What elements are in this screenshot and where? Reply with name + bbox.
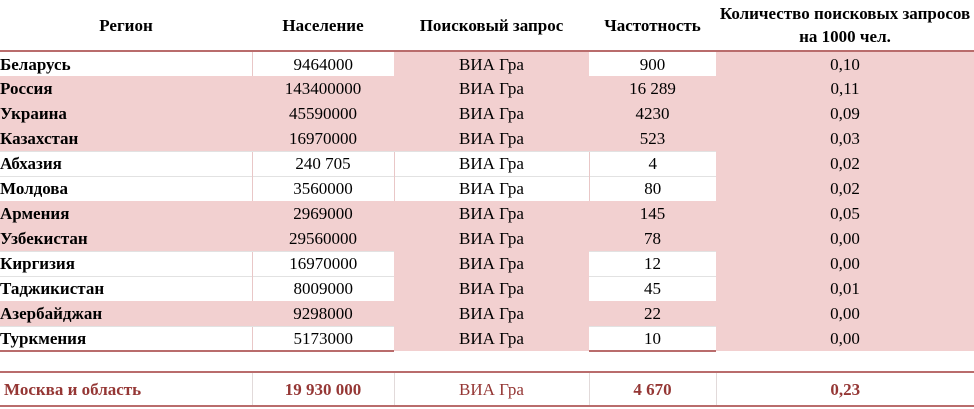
header-frequency: Частотность	[589, 0, 716, 51]
cell-query[interactable]: ВИА Гра	[394, 226, 589, 251]
cell-frequency[interactable]: 16 289	[589, 76, 716, 101]
cell-population[interactable]: 9464000	[252, 51, 394, 76]
cell-population[interactable]: 16970000	[252, 251, 394, 276]
header-population: Население	[252, 0, 394, 51]
cell-frequency[interactable]: 10	[589, 326, 716, 351]
cell-query[interactable]: ВИА Гра	[394, 326, 589, 351]
cell-per1000[interactable]: 0,02	[716, 151, 974, 176]
spacer-row	[0, 351, 974, 372]
total-region[interactable]: Москва и область	[0, 372, 252, 406]
table-row	[0, 126, 974, 151]
table-row	[0, 276, 974, 301]
cell-region[interactable]: Киргизия	[0, 251, 252, 276]
cell-region[interactable]: Узбекистан	[0, 226, 252, 251]
cell-query[interactable]: ВИА Гра	[394, 276, 589, 301]
spacer-cell	[394, 351, 589, 372]
cell-query[interactable]: ВИА Гра	[394, 51, 589, 76]
table-row	[0, 101, 974, 126]
cell-population[interactable]: 2969000	[252, 201, 394, 226]
cell-query[interactable]: ВИА Гра	[394, 151, 589, 176]
spacer-cell	[252, 351, 394, 372]
table-row	[0, 251, 974, 276]
table-row	[0, 226, 974, 251]
cell-frequency[interactable]: 78	[589, 226, 716, 251]
cell-frequency[interactable]: 523	[589, 126, 716, 151]
cell-region[interactable]: Россия	[0, 76, 252, 101]
cell-population[interactable]: 8009000	[252, 276, 394, 301]
cell-frequency[interactable]: 145	[589, 201, 716, 226]
cell-population[interactable]: 29560000	[252, 226, 394, 251]
cell-frequency[interactable]: 12	[589, 251, 716, 276]
cell-region[interactable]: Туркмения	[0, 326, 252, 351]
table-row	[0, 326, 974, 351]
cell-frequency[interactable]: 4230	[589, 101, 716, 126]
header-query: Поисковый запрос	[394, 0, 589, 51]
cell-query[interactable]: ВИА Гра	[394, 176, 589, 201]
cell-per1000[interactable]: 0,05	[716, 201, 974, 226]
cell-per1000[interactable]: 0,01	[716, 276, 974, 301]
cell-population[interactable]: 143400000	[252, 76, 394, 101]
table-row	[0, 301, 974, 326]
cell-population[interactable]: 16970000	[252, 126, 394, 151]
cell-frequency[interactable]: 80	[589, 176, 716, 201]
cell-frequency[interactable]: 45	[589, 276, 716, 301]
cell-per1000[interactable]: 0,11	[716, 76, 974, 101]
cell-region[interactable]: Армения	[0, 201, 252, 226]
cell-query[interactable]: ВИА Гра	[394, 201, 589, 226]
spacer-cell	[716, 351, 974, 372]
spacer-cell	[0, 351, 252, 372]
table-row	[0, 176, 974, 201]
table-row	[0, 151, 974, 176]
total-population[interactable]: 19 930 000	[252, 372, 394, 406]
cell-per1000[interactable]: 0,00	[716, 326, 974, 351]
cell-per1000[interactable]: 0,00	[716, 301, 974, 326]
total-per1000[interactable]: 0,23	[716, 372, 974, 406]
cell-region[interactable]: Таджикистан	[0, 276, 252, 301]
cell-frequency[interactable]: 22	[589, 301, 716, 326]
cell-per1000[interactable]: 0,03	[716, 126, 974, 151]
table-row	[0, 51, 974, 76]
cell-query[interactable]: ВИА Гра	[394, 76, 589, 101]
header-per1000: Количество поисковых запросов на 1000 чел.	[716, 0, 974, 51]
total-row	[0, 372, 974, 406]
cell-query[interactable]: ВИА Гра	[394, 101, 589, 126]
total-frequency[interactable]: 4 670	[589, 372, 716, 406]
cell-per1000[interactable]: 0,00	[716, 226, 974, 251]
table-row	[0, 201, 974, 226]
cell-query[interactable]: ВИА Гра	[394, 301, 589, 326]
cell-per1000[interactable]: 0,00	[716, 251, 974, 276]
cell-population[interactable]: 3560000	[252, 176, 394, 201]
cell-population[interactable]: 45590000	[252, 101, 394, 126]
cell-per1000[interactable]: 0,09	[716, 101, 974, 126]
cell-region[interactable]: Азербайджан	[0, 301, 252, 326]
spacer-cell	[589, 351, 716, 372]
header-row	[0, 0, 974, 51]
total-query[interactable]: ВИА Гра	[394, 372, 589, 406]
cell-region[interactable]: Украина	[0, 101, 252, 126]
table-row	[0, 76, 974, 101]
cell-query[interactable]: ВИА Гра	[394, 251, 589, 276]
cell-region[interactable]: Казахстан	[0, 126, 252, 151]
cell-population[interactable]: 5173000	[252, 326, 394, 351]
cell-region[interactable]: Беларусь	[0, 51, 252, 76]
cell-per1000[interactable]: 0,02	[716, 176, 974, 201]
header-region: Регион	[0, 0, 252, 51]
cell-region[interactable]: Молдова	[0, 176, 252, 201]
cell-population[interactable]: 9298000	[252, 301, 394, 326]
cell-frequency[interactable]: 4	[589, 151, 716, 176]
cell-per1000[interactable]: 0,10	[716, 51, 974, 76]
cell-query[interactable]: ВИА Гра	[394, 126, 589, 151]
cell-population[interactable]: 240 705	[252, 151, 394, 176]
cell-region[interactable]: Абхазия	[0, 151, 252, 176]
cell-frequency[interactable]: 900	[589, 51, 716, 76]
